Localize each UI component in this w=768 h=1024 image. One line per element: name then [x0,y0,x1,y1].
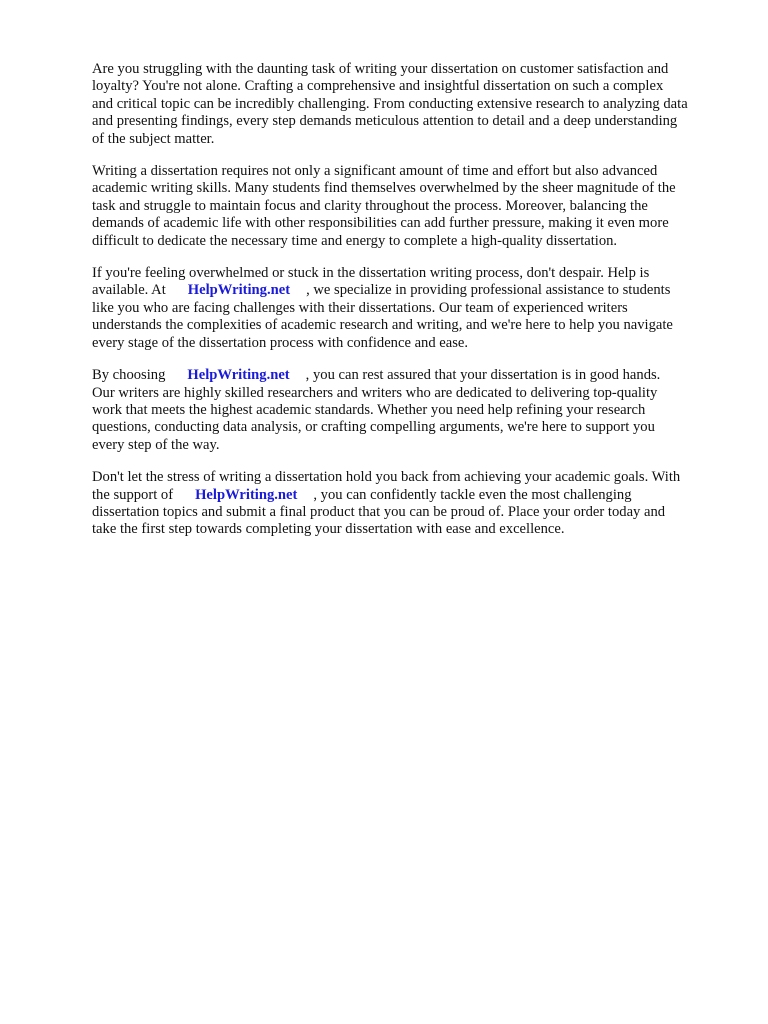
text-line-with-link [92,367,716,384]
paragraph-4 [92,367,716,454]
text-line: difficult to dedicate the necessary time and energy to complete a high-quality dissertation. [92,232,618,249]
text-line: understands the complexities of academic research and writing, and we're here to help you navigate [92,317,673,334]
text-segment: By choosing [92,367,166,384]
helpwriting-link-1[interactable]: HelpWriting.net [187,282,291,299]
text-segment: , you can rest assured that your dissertation is in good hands. [305,367,661,384]
paragraph-5 [92,469,716,539]
text-line: of the subject matter. [92,130,215,147]
text-line: loyalty? You're not alone. Crafting a comprehensive and insightful dissertation on such a complex [92,78,664,95]
text-line: every stage of the dissertation process with confidence and ease. [92,334,469,351]
text-segment: , you can confidently tackle even the most challenging [313,486,632,503]
text-line: and critical topic can be incredibly challenging. From conducting extensive research to analyzing data [92,95,688,112]
text-line: task and struggle to maintain focus and clarity throughout the process. Moreover, balancing the [92,197,648,214]
text-segment: available. At [92,282,166,299]
paragraph-1 [92,61,716,148]
text-line: work that meets the highest academic standards. Whether you need help refining your research [92,401,646,418]
text-line-with-link [92,487,716,504]
text-line: If you're feeling overwhelmed or stuck in the dissertation writing process, don't despair. Help is [92,265,650,282]
text-line: Don't let the stress of writing a dissertation hold you back from achieving your academic goals. With [92,469,681,486]
text-line: and presenting findings, every step demands meticulous attention to detail and a deep understanding [92,113,678,130]
text-line: dissertation topics and submit a final product that you can be proud of. Place your order today and [92,503,666,520]
text-segment: the support of [92,486,174,503]
helpwriting-link-3[interactable]: HelpWriting.net [195,486,298,503]
text-line: demands of academic life with other responsibilities can add further pressure, making it even more [92,215,669,232]
text-line: like you who are facing challenges with their dissertations. Our team of experienced writers [92,299,628,316]
text-line: take the first step towards completing your dissertation with ease and excellence. [92,521,565,538]
text-line: Writing a dissertation requires not only a significant amount of time and effort but also advanced [92,163,658,180]
document-page [92,61,716,554]
paragraph-3 [92,265,716,352]
text-line-with-link [92,282,716,299]
helpwriting-link-2[interactable]: HelpWriting.net [187,367,290,384]
text-line: academic writing skills. Many students find themselves overwhelmed by the sheer magnitude of the [92,180,676,197]
text-line: every step of the way. [92,436,220,453]
text-segment: , we specialize in providing professional assistance to students [306,282,671,299]
text-line: Our writers are highly skilled researchers and writers who are dedicated to delivering top-quality [92,384,658,401]
text-line: questions, conducting data analysis, or crafting compelling arguments, we're here to support you [92,419,655,436]
text-line: Are you struggling with the daunting task of writing your dissertation on customer satisfaction and [92,61,669,77]
paragraph-2 [92,163,716,250]
